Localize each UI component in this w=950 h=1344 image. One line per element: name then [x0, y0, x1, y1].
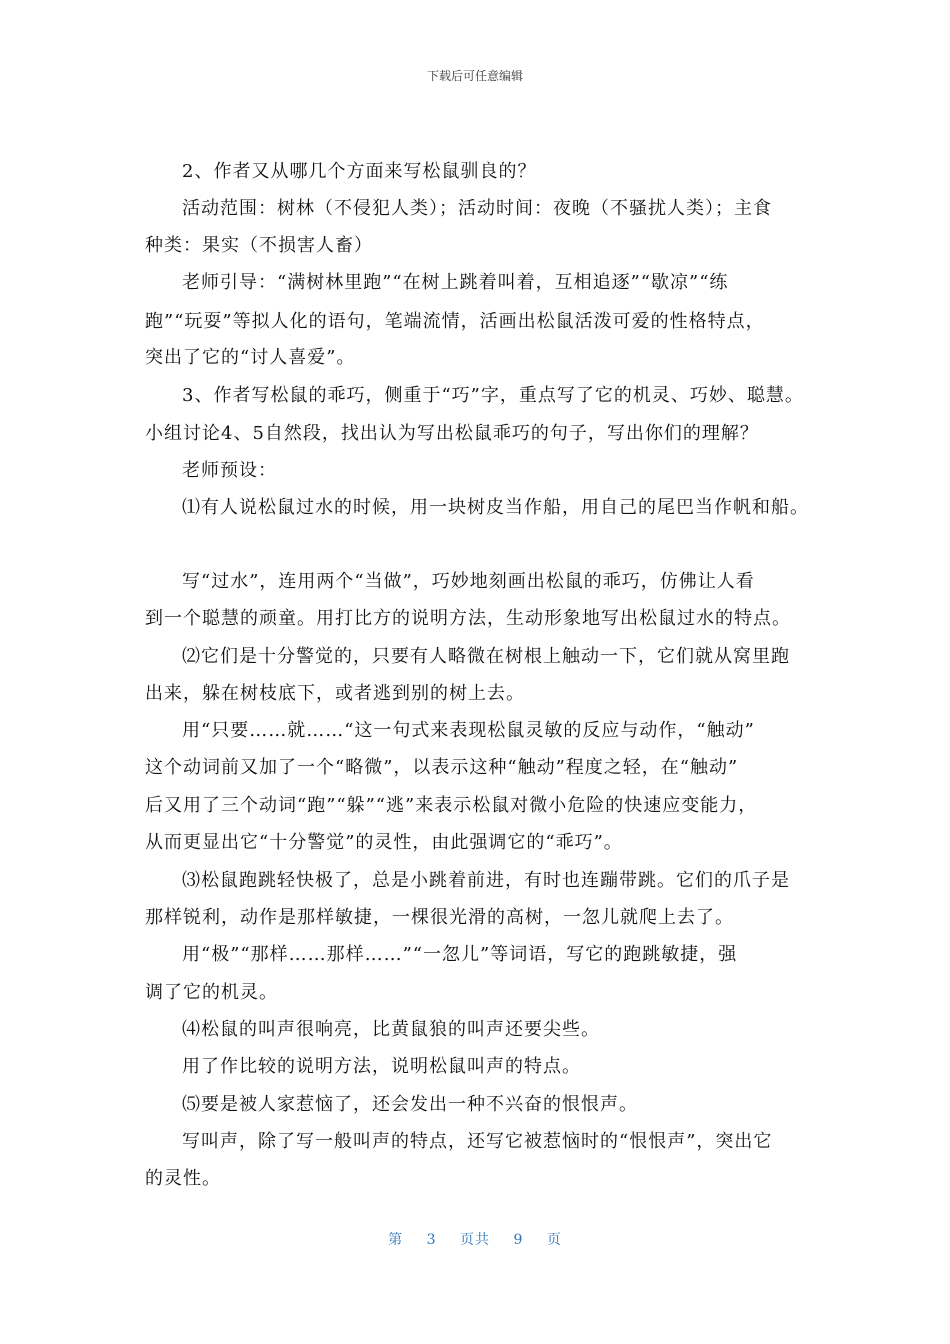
text-line: 写叫声，除了写一般叫声的特点，还写它被惹恼时的“恨恨声”，突出它 [182, 1131, 773, 1152]
text-line: 这个动词前又加了一个“略微”，以表示这种“触动”程度之轻，在“触动” [145, 757, 739, 778]
footer-total-pages: 9 [513, 1232, 524, 1248]
text-line: 那样锐利，动作是那样敏捷，一棵很光滑的高树，一忽儿就爬上去了。 [145, 907, 734, 928]
text-line: 用“极”“那样……那样……”“一忽儿”等词语，写它的跑跳敏捷，强 [182, 944, 738, 965]
text-line: 跑”“玩耍”等拟人化的语句，笔端流情，活画出松鼠活泼可爱的性格特点， [145, 311, 765, 332]
page-footer [0, 1229, 950, 1249]
text-line: 种类：果实（不损害人畜） [145, 235, 373, 256]
text-line: 活动范围：树林（不侵犯人类）；活动时间：夜晚（不骚扰人类）；主食 [182, 198, 772, 219]
text-line: ⑸要是被人家惹恼了，还会发出一种不兴奋的恨恨声。 [182, 1094, 638, 1115]
text-line: 3、作者写松鼠的乖巧，侧重于“巧”字，重点写了它的机灵、巧妙、聪慧。 [182, 385, 804, 406]
text-line: 调了它的机灵。 [145, 982, 278, 1003]
text-line: 老师预设： [182, 460, 277, 481]
footer-page-number: 3 [426, 1232, 437, 1248]
footer-suffix: 页 [546, 1232, 562, 1248]
text-line: 小组讨论4、5自然段，找出认为写出松鼠乖巧的句子，写出你们的理解？ [145, 423, 759, 444]
text-line: 到一个聪慧的顽童。用打比方的说明方法，生动形象地写出松鼠过水的特点。 [145, 608, 791, 629]
text-line: 后又用了三个动词“跑”“躲”“逃”来表示松鼠对微小危险的快速应变能力， [145, 795, 758, 816]
footer-middle: 页共 [460, 1232, 490, 1248]
text-line: ⑵它们是十分警觉的，只要有人略微在树根上触动一下，它们就从窝里跑 [182, 646, 790, 667]
page-header: 下载后可任意编辑 [426, 69, 523, 83]
text-line: ⑶松鼠跑跳轻快极了，总是小跳着前进，有时也连蹦带跳。它们的爪子是 [182, 870, 790, 891]
text-line: 从而更显出它“十分警觉”的灵性，由此强调它的“乖巧”。 [145, 832, 623, 853]
text-line: 老师引导：“满树林里跑”“在树上跳着叫着，互相追逐”“歇凉”“练 [182, 272, 729, 293]
text-line: 用“只要……就……“这一句式来表现松鼠灵敏的反应与动作，“触动” [182, 720, 755, 741]
footer-prefix: 第 [388, 1232, 404, 1248]
text-line: 突出了它的“讨人喜爱”。 [145, 347, 356, 368]
text-line: 出来，躲在树枝底下，或者逃到别的树上去。 [145, 683, 525, 704]
text-line: ⑷松鼠的叫声很响亮，比黄鼠狼的叫声还要尖些。 [182, 1019, 600, 1040]
text-line: ⑴有人说松鼠过水的时候，用一块树皮当作船，用自己的尾巴当作帆和船。 [182, 497, 809, 518]
text-line: 写“过水”，连用两个“当做”，巧妙地刻画出松鼠的乖巧，仿佛让人看 [182, 571, 755, 592]
text-line: 2、作者又从哪几个方面来写松鼠驯良的？ [182, 161, 537, 182]
text-line: 用了作比较的说明方法，说明松鼠叫声的特点。 [182, 1056, 581, 1077]
text-line: 的灵性。 [145, 1168, 221, 1189]
